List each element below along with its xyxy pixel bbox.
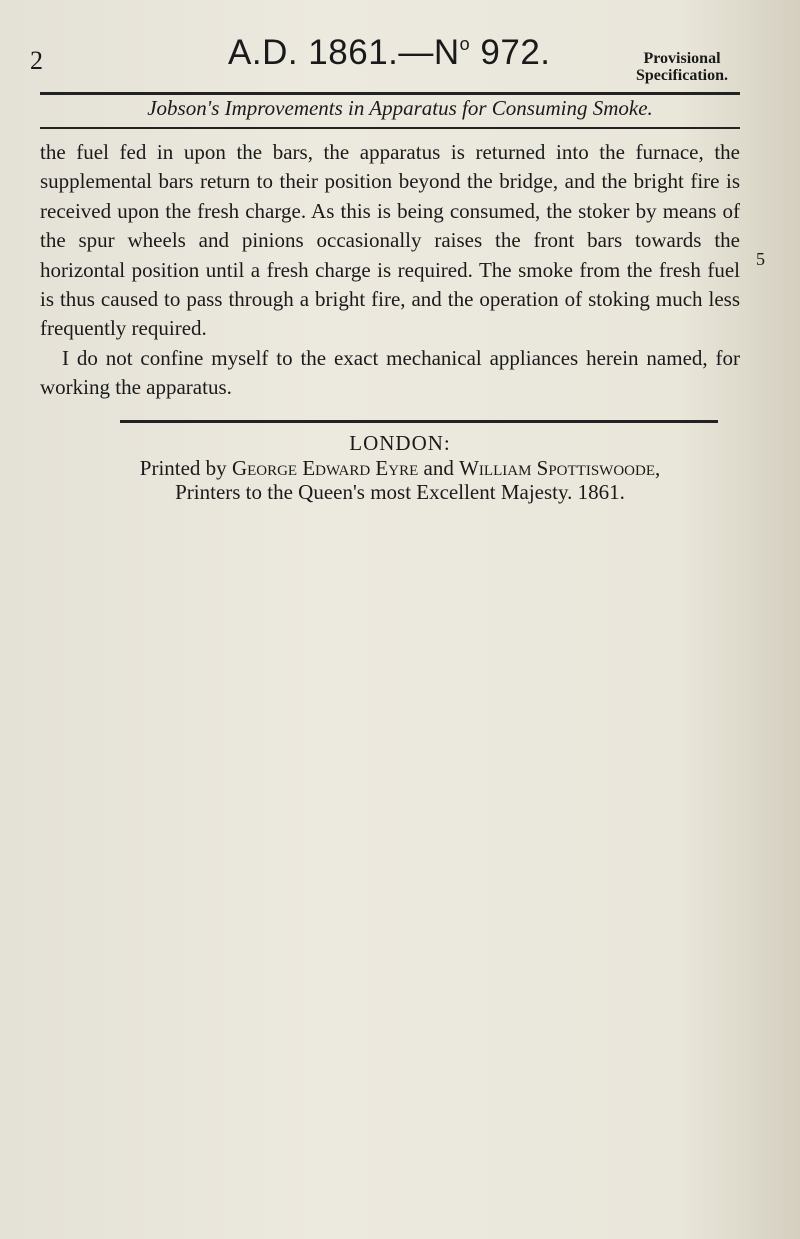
specification-label bbox=[618, 50, 746, 84]
body-text bbox=[40, 138, 740, 403]
document-subtitle: Jobson's Improvements in Apparatus for Consuming Smoke. bbox=[147, 96, 653, 120]
printer-name: George Edward Eyre bbox=[231, 456, 419, 480]
title-main: A.D. 1861.—N bbox=[228, 33, 460, 72]
document-title bbox=[228, 33, 551, 73]
subtitle-rule bbox=[40, 127, 740, 129]
printer-imprint bbox=[0, 430, 800, 504]
paragraph: I do not confine myself to the exact mechanical appliances herein named, for working the apparatus. bbox=[40, 345, 740, 400]
printed-by-text: Printed by bbox=[139, 456, 227, 480]
title-number: 972. bbox=[470, 33, 551, 72]
imprint-city: LONDON: bbox=[349, 431, 451, 455]
printer-name: William Spottiswoode, bbox=[459, 456, 661, 480]
title-superscript: o bbox=[459, 34, 471, 54]
line-number-marker: 5 bbox=[756, 249, 765, 269]
provisional-label: Provisional bbox=[643, 50, 721, 67]
end-rule bbox=[120, 420, 718, 423]
imprint-royal-line: Printers to the Queen's most Excellent Majesty. 1861. bbox=[175, 480, 625, 504]
specification-word: Specification. bbox=[636, 67, 728, 84]
header-rule bbox=[40, 92, 740, 95]
and-text: and bbox=[423, 456, 454, 480]
page-number: 2 bbox=[30, 46, 43, 75]
paragraph: the fuel fed in upon the bars, the apparatus is returned into the furnace, the supplemental bars return to their position beyond the bridge, and the bright fire is received upon the fresh charge. As this is being consumed, the stoker by means of the spur wheels and pinions occasionally raises the front bars towards the horizontal position until a fresh charge is required. The smoke from the fresh fuel is thus caused to pass through a bright fire, and the operation of stoking much less frequently required. bbox=[40, 140, 740, 341]
imprint-printers bbox=[0, 456, 800, 480]
